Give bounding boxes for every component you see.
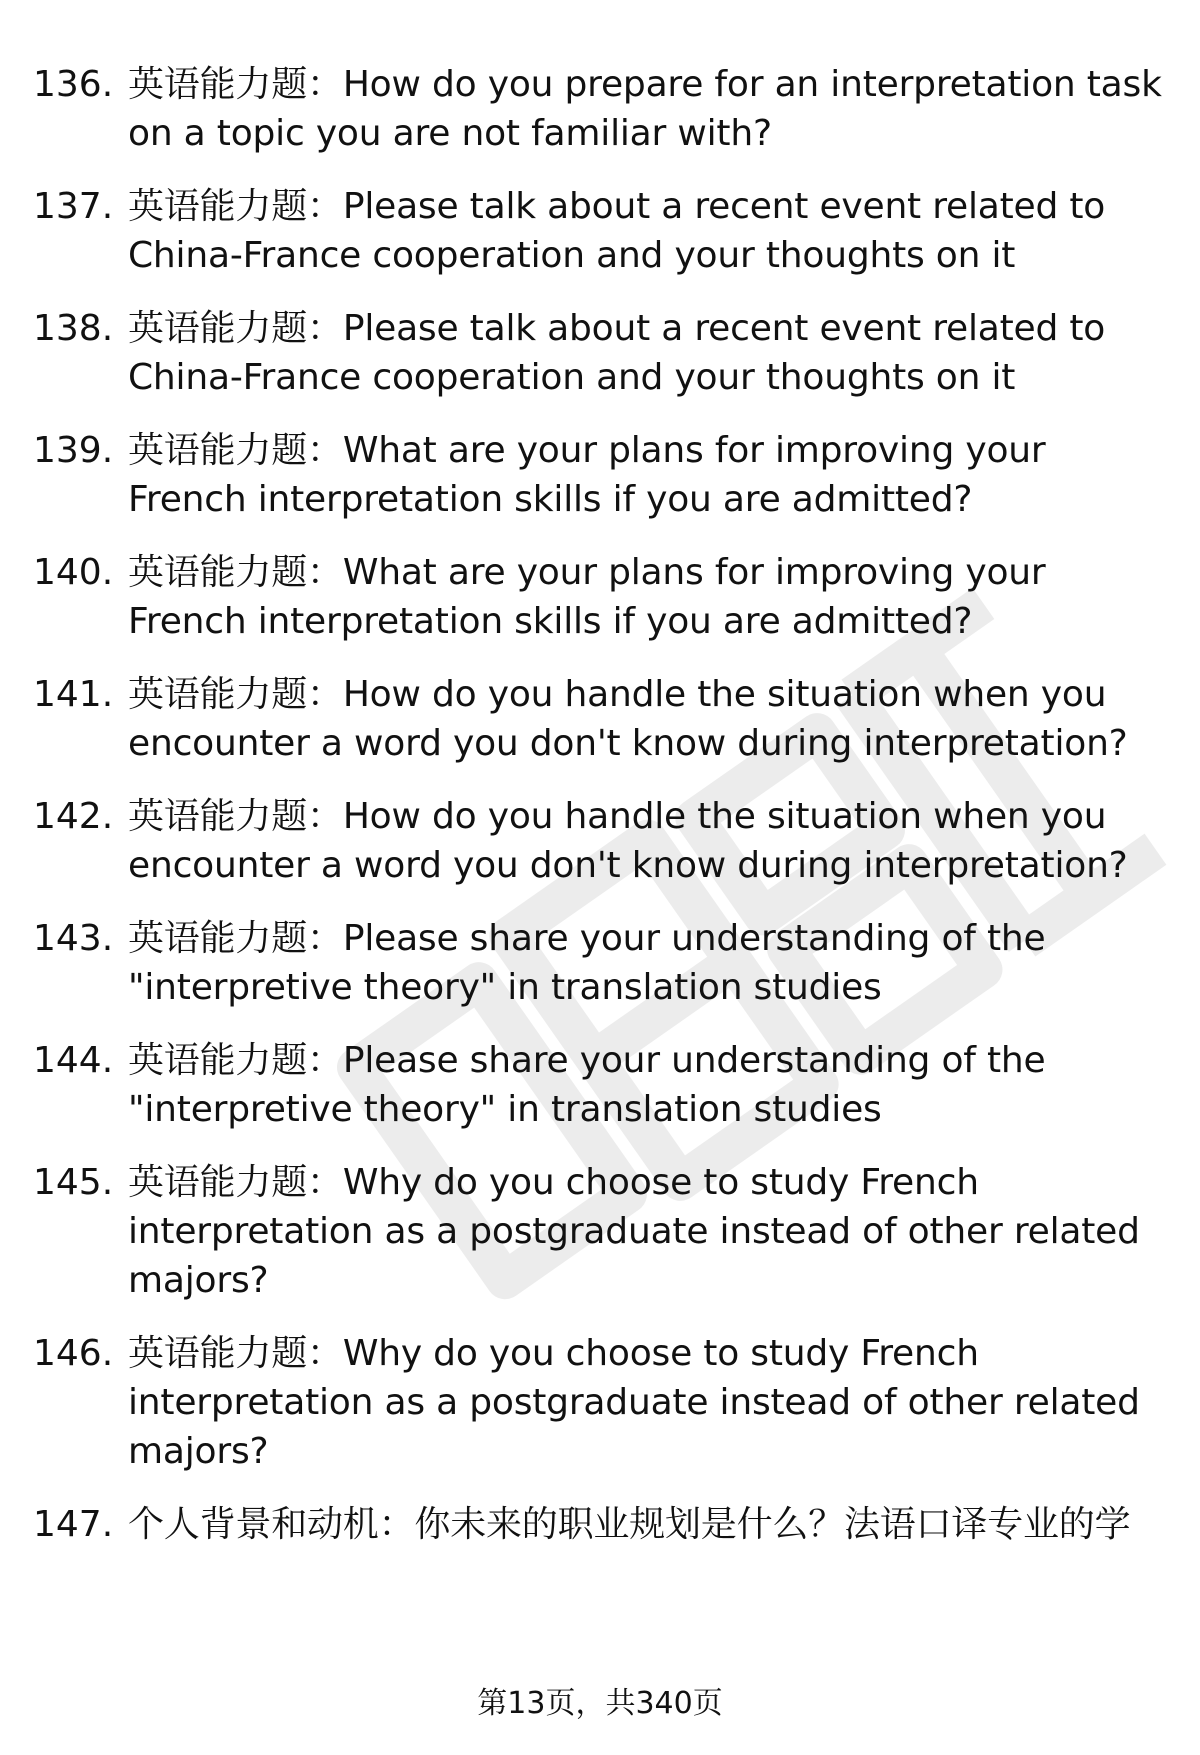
question-text: Please share your understanding of the "interpretive theory" in translation studies [128,1040,1046,1130]
question-text: How do you handle the situation when you encounter a word you don't know during interpretation? [128,674,1128,764]
question-category: 英语能力题： [128,308,343,349]
question-number: 136. [33,64,114,105]
question-body [128,914,1173,1012]
question-category: 英语能力题： [128,796,343,837]
question-number: 141. [33,674,114,715]
question-item [33,1036,1173,1134]
question-item [33,426,1173,524]
question-item [33,60,1173,158]
question-text: What are your plans for improving your French interpretation skills if you are admitted? [128,552,1046,642]
question-text: How do you prepare for an interpretation task on a topic you are not familiar with? [128,64,1162,154]
question-body [128,670,1173,768]
question-number: 140. [33,552,114,593]
question-text: What are your plans for improving your French interpretation skills if you are admitted? [128,430,1046,520]
question-item [33,182,1173,280]
question-item [33,670,1173,768]
question-body [128,1036,1173,1134]
question-body [128,1500,1173,1549]
question-category: 英语能力题： [128,552,343,593]
page-footer: 第13页，共340页 [477,1686,723,1721]
question-body [128,182,1173,280]
question-number: 143. [33,918,114,959]
question-text: Please talk about a recent event related to China-France cooperation and your thoughts on it [128,186,1106,276]
question-item [33,792,1173,890]
question-body [128,304,1173,402]
question-text: Please talk about a recent event related to China-France cooperation and your thoughts on it [128,308,1106,398]
question-item [33,1158,1173,1305]
question-item [33,548,1173,646]
question-number: 145. [33,1162,114,1203]
question-number: 144. [33,1040,114,1081]
question-category: 英语能力题： [128,64,343,105]
question-category: 英语能力题： [128,674,343,715]
question-body [128,426,1173,524]
question-text: How do you handle the situation when you encounter a word you don't know during interpretation? [128,796,1128,886]
question-text: Why do you choose to study French interpretation as a postgraduate instead of other related majors? [128,1162,1140,1301]
question-body [128,792,1173,890]
question-category: 个人背景和动机： [128,1504,415,1545]
question-number: 142. [33,796,114,837]
question-text: Why do you choose to study French interpretation as a postgraduate instead of other related majors? [128,1333,1140,1472]
question-category: 英语能力题： [128,918,343,959]
question-body [128,1329,1173,1476]
question-category: 英语能力题： [128,186,343,227]
question-item [33,1500,1173,1549]
question-category: 英语能力题： [128,1162,343,1203]
question-item [33,304,1173,402]
question-item [33,1329,1173,1476]
question-body [128,548,1173,646]
question-item [33,914,1173,1012]
question-body [128,1158,1173,1305]
question-category: 英语能力题： [128,1333,343,1374]
question-number: 146. [33,1333,114,1374]
question-category: 英语能力题： [128,430,343,471]
question-category: 英语能力题： [128,1040,343,1081]
question-body [128,60,1173,158]
question-number: 147. [33,1504,114,1545]
question-number: 137. [33,186,114,227]
question-list [33,60,1173,1573]
question-number: 138. [33,308,114,349]
question-number: 139. [33,430,114,471]
question-text: Please share your understanding of the "interpretive theory" in translation studies [128,918,1046,1008]
question-text: 你未来的职业规划是什么？法语口译专业的学 [414,1504,1131,1545]
